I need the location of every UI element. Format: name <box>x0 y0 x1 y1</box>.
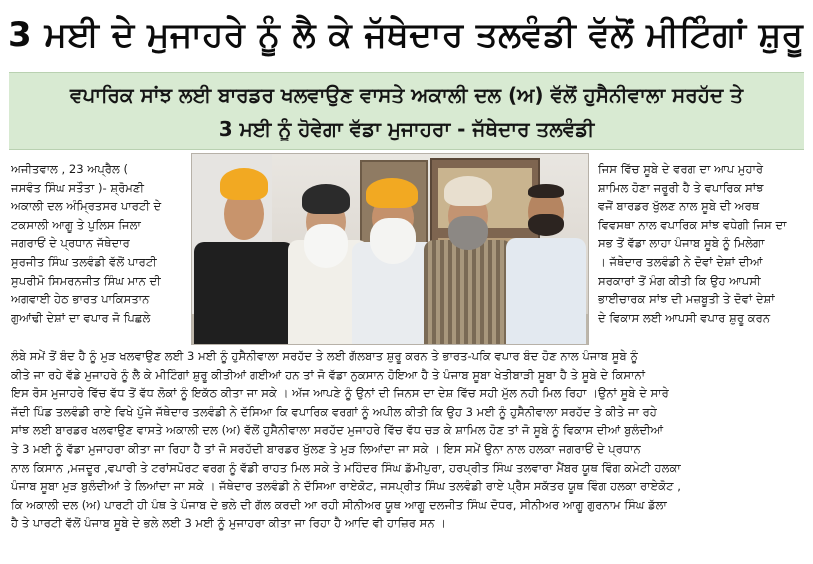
text-line: ਸੁਰਜੀਤ ਸਿੰਘ ਤਲਵੰਡੀ ਵੱਲੋਂ ਪਾਰਟੀ <box>11 254 157 269</box>
bottom-body-text <box>11 347 805 561</box>
cream-turban <box>444 176 492 206</box>
text-line: ਸੁਪਰੀਮੋ ਸਿਮਰਨਜੀਤ ਸਿੰਘ ਮਾਨ ਦੀ <box>11 273 161 288</box>
group-photo <box>191 153 589 345</box>
saffron-turban <box>220 168 268 200</box>
headline: 3 ਮਈ ਦੇ ਮੁਜਾਹਰੇ ਨੂੰ ਲੈ ਕੇ ਜੱਥੇਦਾਰ ਤਲਵੰਡੀ ਵੱਲੋਂ ਮੀਟਿੰਗਾਂ ਸ਼ੁਰੂ <box>8 15 804 55</box>
right-column-text <box>598 160 805 346</box>
text-line: ਟਕਸਾਲੀ ਆਗੂ ਤੇ ਪੁਲਿਸ ਜਿਲਾ <box>11 217 141 232</box>
text-line: ਜਿਸ ਵਿੱਚ ਸੂਬੇ ਦੇ ਵਰਗ ਦਾ ਆਪ ਮੁਹਾਰੇ <box>598 162 764 176</box>
text-line: ਸ਼ਾਮਿਲ ਹੋਣਾ ਜਰੂਰੀ ਹੈ ਤੇ ਵਪਾਰਿਕ ਸਾਂਝ <box>598 180 764 195</box>
text-line: ਗੁਆਂਢੀ ਦੇਸ਼ਾਂ ਦਾ ਵਪਾਰ ਜੋ ਪਿਛਲੇ <box>11 310 151 325</box>
subheadline-box <box>9 72 804 150</box>
text-line: ਸਰਕਾਰਾਂ ਤੋਂ ਮੰਗ ਕੀਤੀ ਕਿ ਉਹ ਆਪਸੀ <box>598 273 761 288</box>
text-line: ਜਸਵੰਤ ਸਿੰਘ ਸਤੌਤਾ )- ਸ਼੍ਰੋਮਣੀ <box>11 180 144 195</box>
black-turban <box>302 184 350 214</box>
text-line: ਤੇ 3 ਮਈ ਨੂੰ ਵੱਡਾ ਮੁਜਾਹਰਾ ਕੀਤਾ ਜਾ ਰਿਹਾ ਹੈ ਤਾਂ ਜੋ ਸਰਹੱਦੀ ਬਾਰਡਰ ਖੁੱਲਣ ਤੇ ਮੁੜ ਲਿਆਂਦਾ ਜਾ ਸਕੇ । ਇਸ ਸਮੇਂ ਉਨਾ ਨਾਲ ਹਲਕਾ ਜਗਰਾਓਂ ਦੇ ਪ੍ਰਧਾਨ <box>11 441 641 456</box>
text-line: ਇਸ ਰੋਸ ਮੁਜਾਹਰੇ ਵਿੱਚ ਵੱਧ ਤੋਂ ਵੱਧ ਲੋਕਾਂ ਨੂੰ ਇਕੱਠ ਕੀਤਾ ਜਾ ਸਕੇ । ਅੱਜ ਆਪਣੇ ਨੂੰ ਉਨਾਂ ਦੀ ਜਿਨਸ ਦਾ ਦੇਸ਼ ਵਿੱਚ ਸਹੀ ਮੁੱਲ ਨਹੀ ਮਿਲ ਰਿਹਾ ।ਉਨਾਂ ਸੂਬੇ ਦੇ ਸਾਰੇ <box>11 386 669 401</box>
text-line: ਕਿ ਅਕਾਲੀ ਦਲ (ਅ) ਪਾਰਟੀ ਹੀ ਪੰਥ ਤੇ ਪੰਜਾਬ ਦੇ ਭਲੇ ਦੀ ਗੱਲ ਕਰਦੀ ਆ ਰਹੀ ਸੀਨੀਅਰ ਯੂਥ ਆਗੂ ਦਲਜੀਤ ਸਿੰਘ ਦੋਧਰ, ਸੀਨੀਅਰ ਆਗੂ ਗੁਰਨਾਮ ਸਿੰਘ ਡੱਲਾ <box>11 497 667 512</box>
text-line: ਕੀਤੇ ਜਾ ਰਹੇ ਵੱਡੇ ਮੁਜਾਹਰੇ ਨੂੰ ਲੈ ਕੇ ਮੀਟਿੰਗਾਂ ਸ਼ੁਰੂ ਕੀਤੀਆਂ ਗਈਆਂ ਹਨ ਤਾਂ ਜੋ ਵੱਡਾ ਨੁਕਸਾਨ ਹੋਇਆ ਹੈ ਤੇ ਪੰਜਾਬ ਸੂਬਾ ਖੇਤੀਬਾੜੀ ਸੂਬਾ ਹੈ ਤੇ ਸੂਬੇ ਦੇ ਕਿਸਾਨਾਂ <box>11 367 645 382</box>
text-line: ਅਕਾਲੀ ਦਲ ਅੰਮ੍ਰਿਤਸਰ ਪਾਰਟੀ ਦੇ <box>11 199 162 214</box>
text-line: ਅਜੀਤਵਾਲ , 23 ਅਪ੍ਰੈਲ ( <box>11 162 129 176</box>
text-line: ਲੰਬੇ ਸਮੇਂ ਤੋਂ ਬੰਦ ਹੈ ਨੂੰ ਮੁੜ ਖਲਵਾਉਣ ਲਈ 3 ਮਈ ਨੂੰ ਹੁਸੈਨੀਵਾਲਾ ਸਰਹੱਦ ਤੇ ਲਈ ਗੱਲਬਾਤ ਸ਼ੁਰੂ ਕਰਨ ਤੇ ਭਾਰਤ-ਪਕਿ ਵਪਾਰ ਬੰਦ ਹੋਣ ਨਾਲ ਪੰਜਾਬ ਸੂਬੇ ਨੂੰ <box>11 349 638 363</box>
text-line: ਅਗਵਾਈ ਹੇਠ ਭਾਰਤ ਪਾਕਿਸਤਾਨ <box>11 292 150 307</box>
text-line: ਸਾਂਝ ਲਈ ਬਾਰਡਰ ਖਲਵਾਉਣ ਵਾਸਤੇ ਅਕਾਲੀ ਦਲ (ਅ) ਵੱਲੋਂ ਹੁਸੈਨੀਵਾਲਾ ਸਰਹੱਦ ਮੁਜਾਹਰੇ ਵਿੱਚ ਵੱਧ ਚੜ ਕੇ ਸ਼ਾਮਿਲ ਹੋਣ ਤਾਂ ਜੋ ਸੂਬੇ ਨੂੰ ਵਿਕਾਸ ਦੀਆਂ ਬੁਲੰਦੀਆਂ <box>11 423 664 438</box>
text-line: ਵਜੋਂ ਬਾਰਡਰ ਖੁੱਲਣ ਨਾਲ ਸੂਬੇ ਦੀ ਅਰਥ <box>598 199 760 214</box>
text-line: ਸਭ ਤੋਂ ਵੱਡਾ ਲਾਹਾ ਪੰਜਾਬ ਸੂਬੇ ਨੂੰ ਮਿਲੇਗਾ <box>598 236 765 251</box>
text-line: ਨਾਲ ਕਿਸਾਨ ,ਮਜਦੂਰ ,ਵਪਾਰੀ ਤੇ ਟਰਾਂਸਪੋਰਟ ਵਰਗ ਨੂੰ ਵੱਡੀ ਰਾਹਤ ਮਿਲ ਸਕੇ ਤੇ ਮਹਿੰਦਰ ਸਿੰਘ ਡੱਮੀਪੁਰਾ, ਹਰਪ੍ਰੀਤ ਸਿੰਘ ਤਲਵਾਰਾ ਮੈਂਬਰ ਯੂਥ ਵਿੰਗ ਕਮੇਟੀ ਹਲਕਾ <box>11 460 681 475</box>
saffron-turban <box>366 178 418 208</box>
subheadline-line-2: 3 ਮਈ ਨੂੰ ਹੋਵੇਗਾ ਵੱਡਾ ਮੁਜਾਹਰਾ - ਜੱਥੇਦਾਰ ਤਲਵੰਡੀ <box>218 117 595 141</box>
text-line: ਭਾਈਚਾਰਕ ਸਾਂਝ ਦੀ ਮਜ਼ਬੂਤੀ ਤੇ ਦੋਵਾਂ ਦੇਸ਼ਾਂ <box>598 292 775 307</box>
text-line: ਵਿਵਸਥਾ ਨਾਲ ਵਪਾਰਿਕ ਸਾਂਝ ਵਧੇਗੀ ਜਿਸ ਦਾ <box>598 217 787 232</box>
text-line: ਜਗਰਾਓਂ ਦੇ ਪ੍ਰਧਾਨ ਜੱਥੇਦਾਰ <box>11 236 130 251</box>
text-line: ਪੰਜਾਬ ਸੂਬਾ ਮੁੜ ਬੁਲੰਦੀਆਂ ਤੇ ਲਿਆਂਦਾ ਜਾ ਸਕੇ । ਜੱਥੇਦਾਰ ਤਲਵੰਡੀ ਨੇ ਦੱਸਿਆ ਰਾਏਕੋਟ, ਜਸਪ੍ਰੀਤ ਸਿੰਘ ਤਲਵੰਡੀ ਰਾਏ ਪ੍ਰੈਸ ਸਕੱਤਰ ਯੂਥ ਵਿੰਗ ਹਲਕਾ ਰਾਏਕੋਟ , <box>11 479 681 494</box>
text-line: ਦੇ ਵਿਕਾਸ ਲਈ ਆਪਸੀ ਵਪਾਰ ਸ਼ੁਰੂ ਕਰਨ <box>598 310 771 325</box>
subheadline-line-1: ਵਪਾਰਿਕ ਸਾਂਝ ਲਈ ਬਾਰਡਰ ਖਲਵਾਉਣ ਵਾਸਤੇ ਅਕਾਲੀ ਦਲ (ਅ) ਵੱਲੋਂ ਹੁਸੈਨੀਵਾਲਾ ਸਰਹੱਦ ਤੇ <box>69 83 744 107</box>
text-line: ਹੈ ਤੇ ਪਾਰਟੀ ਵੱਲੋਂ ਪੰਜਾਬ ਸੂਬੇ ਦੇ ਭਲੇ ਲਈ 3 ਮਈ ਨੂੰ ਮੁਜਾਹਰਾ ਕੀਤਾ ਜਾ ਰਿਹਾ ਹੈ ਆਦਿ ਵੀ ਹਾਜ਼ਿਰ ਸਨ । <box>11 516 447 531</box>
text-line: । ਜੱਥੇਦਾਰ ਤਲਵੰਡੀ ਨੇ ਦੋਵਾਂ ਦੇਸ਼ਾਂ ਦੀਆਂ <box>598 254 763 269</box>
text-line: ਜੱਦੀ ਪਿੰਡ ਤਲਵੰਡੀ ਰਾਏ ਵਿਖੇ ਪੁੱਜੇ ਜੱਥੇਦਾਰ ਤਲਵੰਡੀ ਨੇ ਦੱਸਿਆ ਕਿ ਵਪਾਰਿਕ ਵਰਗਾਂ ਨੂੰ ਅਪੀਲ ਕੀਤੀ ਕਿ ਉਹ 3 ਮਈ ਨੂੰ ਹੁਸੈਨੀਵਾਲਾ ਸਰਹੱਦ ਤੇ ਕੀਤੇ ਜਾ ਰਹੇ <box>11 404 657 419</box>
left-column-text <box>11 160 189 346</box>
